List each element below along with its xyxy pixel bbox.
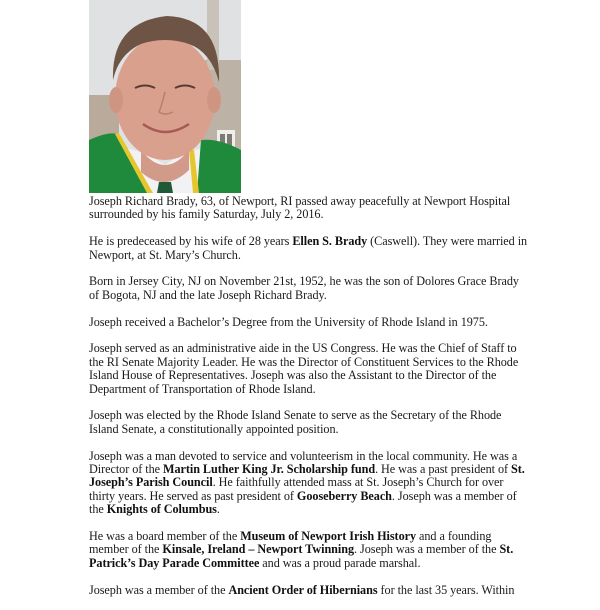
- organization-name: St. Patrick’s Day Parade Committee: [89, 542, 514, 570]
- organization-name: Kinsale, Ireland – Newport Twinning: [162, 542, 355, 557]
- spouse-name: Ellen S. Brady: [292, 234, 368, 249]
- obituary-text: [89, 195, 529, 597]
- paragraph-death-notice: Joseph Richard Brady, 63, of Newport, RI passed away peacefully at Newport Hospital surrounded by his family Saturday, July 2, 2016.: [89, 194, 511, 222]
- organization-name: Museum of Newport Irish History: [240, 529, 417, 544]
- organization-name: St. Joseph’s Parish Council: [89, 462, 525, 490]
- paragraph-community-service: Joseph was a man devoted to service and volunteerism in the local community. He was a Director of the Martin Luther King Jr. Scholarship fund. He was a past president of St. Joseph’s Parish Council. He faithfully attended mass at St. Joseph’s Church for over thirty years. He served as past president of Gooseberry Beach. Joseph was a member of the Knights of Columbus.: [89, 448, 525, 517]
- paragraph-career: Joseph served as an administrative aide in the US Congress. He was the Chief of Staff to the RI Senate Majority Leader. He was the Director of Constituent Services to the Rhode Island House of Representatives. Joseph was also the Assistant to the Director of the Department of Transportation of Rhode Island.: [89, 341, 519, 396]
- paragraph-hibernians: Joseph was a member of the Ancient Order of Hibernians for the last 35 years. Within: [89, 582, 515, 597]
- paragraph-irish-heritage: He was a board member of the Museum of Newport Irish History and a founding member of the Kinsale, Ireland – Newport Twinning. Joseph was a member of the St. Patrick’s Day Parade Committee and was a proud parade marshal.: [89, 529, 514, 570]
- paragraph-senate-secretary: Joseph was elected by the Rhode Island Senate to serve as the Secretary of the Rhode Island Senate, a constitutionally appointed position.: [89, 408, 502, 436]
- organization-name: Knights of Columbus: [106, 502, 217, 517]
- paragraph-spouse: He is predeceased by his wife of 28 years Ellen S. Brady (Caswell). They were married in Newport, at St. Mary’s Church.: [89, 234, 528, 262]
- paragraph-birth: Born in Jersey City, NJ on November 21st, 1952, he was the son of Dolores Grace Brady of Bogota, NJ and the late Joseph Richard Brady.: [89, 274, 519, 302]
- portrait-photo: [89, 0, 241, 193]
- organization-name: Gooseberry Beach: [296, 488, 392, 503]
- portrait-image: [89, 0, 241, 193]
- organization-name: Ancient Order of Hibernians: [228, 582, 378, 597]
- organization-name: Martin Luther King Jr. Scholarship fund: [163, 462, 376, 477]
- paragraph-education: Joseph received a Bachelor’s Degree from the University of Rhode Island in 1975.: [89, 314, 488, 329]
- obituary-page: [89, 0, 529, 610]
